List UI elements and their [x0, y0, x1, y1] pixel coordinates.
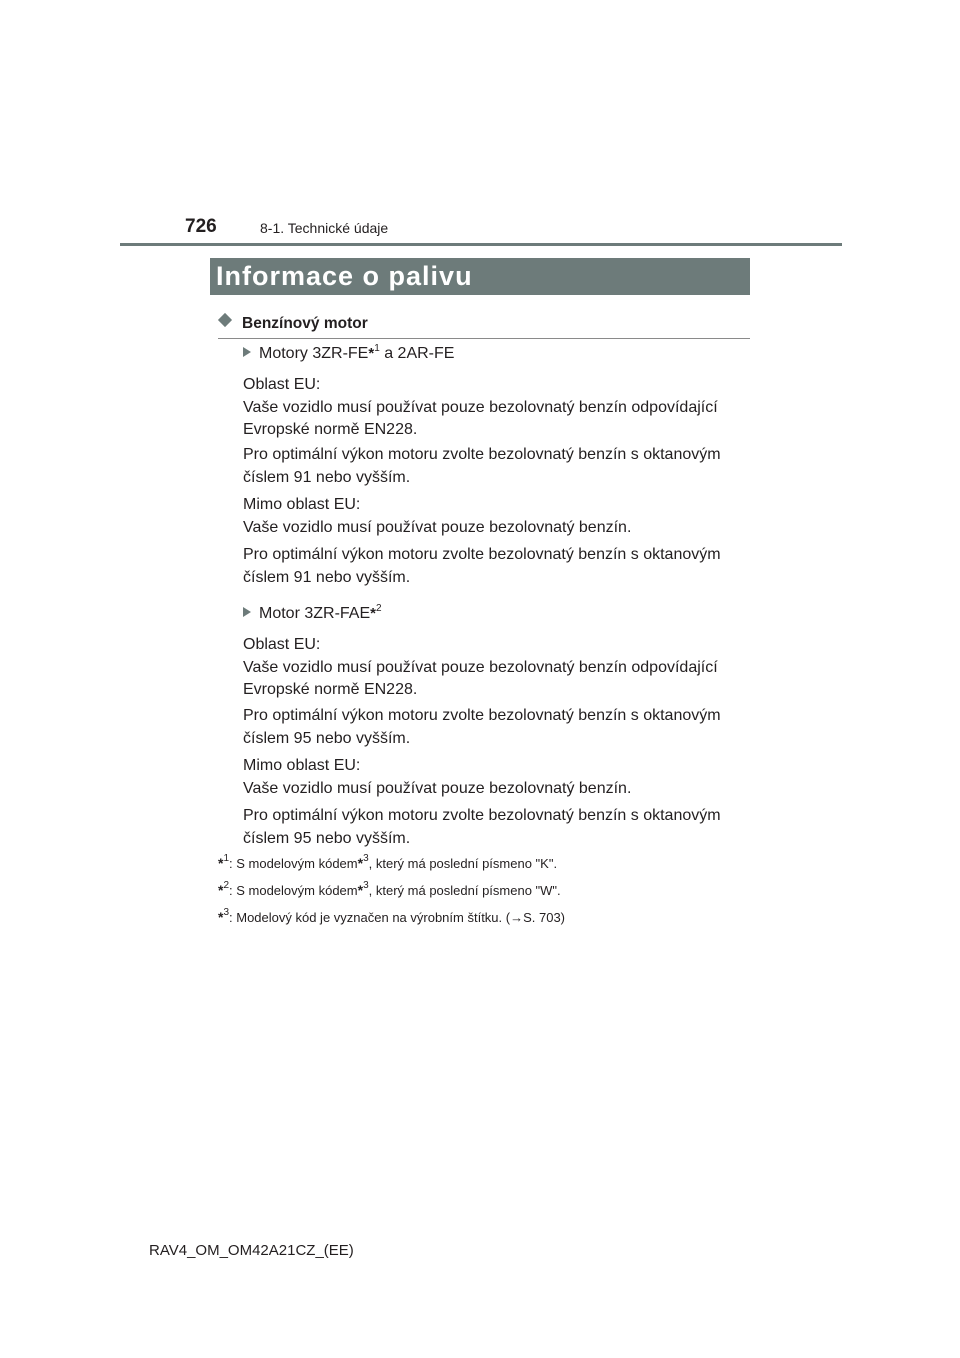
- triangle-bullet-icon: [243, 607, 251, 617]
- paragraph: Oblast EU: Vaše vozidlo musí používat pouze bezolovnatý benzín odpovídající Evropské normě EN228.: [243, 636, 718, 699]
- paragraph: Pro optimální výkon motoru zvolte bezolovnatý benzín s oktanovým číslem 91 nebo vyšším.: [243, 446, 721, 486]
- footnote: *$^1$: S modelovým kódem*$^3$, který má poslední písmeno "K".: [218, 853, 558, 871]
- paragraph: Pro optimální výkon motoru zvolte bezolovnatý benzín s oktanovým číslem 95 nebo vyšším.: [243, 807, 721, 847]
- header-divider: [120, 243, 842, 246]
- section-label: 8-1. Technické údaje: [260, 220, 389, 236]
- paragraph: Pro optimální výkon motoru zvolte bezolovnatý benzín s oktanovým číslem 95 nebo vyšším.: [243, 707, 721, 747]
- paragraph: Mimo oblast EU: Vaše vozidlo musí používat pouze bezolovnatý benzín.: [243, 496, 632, 536]
- triangle-bullet-icon: [243, 347, 251, 357]
- footnote: *$^2$: S modelovým kódem*$^3$, který má poslední písmeno "W".: [218, 880, 561, 898]
- document-code: RAV4_OM_OM42A21CZ_(EE): [149, 1242, 354, 1259]
- footnote: *$^3$: Modelový kód je vyznačen na výrobním štítku. (→S. 703): [218, 907, 566, 925]
- arrow-right-icon: →: [510, 910, 524, 925]
- paragraph: Oblast EU: Vaše vozidlo musí používat pouze bezolovnatý benzín odpovídající Evropské normě EN228.: [243, 376, 718, 439]
- page-reference-link[interactable]: S. 703): [523, 910, 566, 925]
- paragraph: Mimo oblast EU: Vaše vozidlo musí používat pouze bezolovnatý benzín.: [243, 757, 632, 797]
- title-bar: [210, 258, 750, 295]
- paragraph: Pro optimální výkon motoru zvolte bezolovnatý benzín s oktanovým číslem 91 nebo vyšším.: [243, 546, 721, 586]
- engine-bullet: Motory 3ZR-FE*$^1$ a 2AR-FE: [243, 345, 454, 363]
- page-number: 726: [185, 216, 217, 237]
- diamond-icon: [218, 313, 232, 327]
- engine-bullet: Motor 3ZR-FAE*$^2$: [243, 605, 382, 623]
- page-title: Informace o palivu: [216, 261, 473, 291]
- subheading: [218, 313, 750, 339]
- subheading-text: Benzínový motor: [242, 315, 368, 332]
